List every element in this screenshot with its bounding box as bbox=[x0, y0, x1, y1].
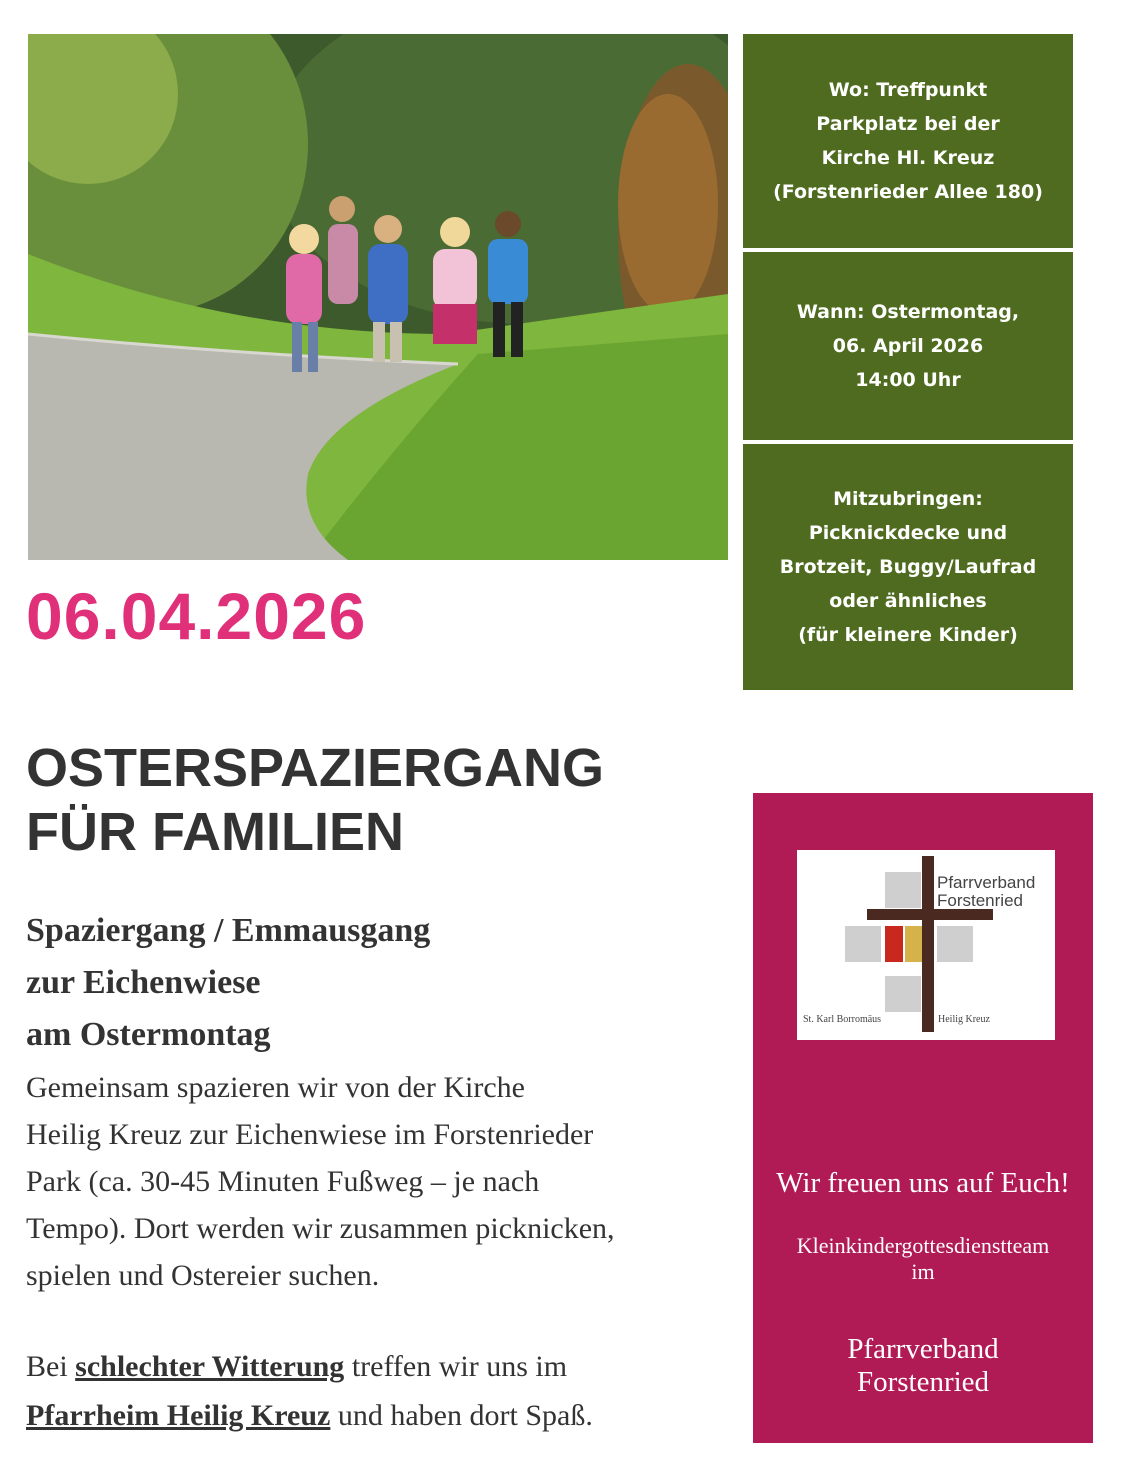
subtitle-line-3: am Ostermontag bbox=[26, 1016, 271, 1053]
location-line: Parkplatz bei der bbox=[816, 113, 1000, 135]
time-info-box bbox=[743, 252, 1073, 440]
location-line: Kirche Hl. Kreuz bbox=[821, 147, 995, 169]
logo-name-line-1: Pfarrverband bbox=[937, 873, 1036, 892]
bring-line: Brotzeit, Buggy/Laufrad bbox=[779, 556, 1037, 578]
time-line: 14:00 Uhr bbox=[855, 369, 961, 391]
parish-line-1: Pfarrverband bbox=[847, 1333, 999, 1365]
title-line-2: FÜR FAMILIEN bbox=[26, 802, 404, 862]
bring-line: Mitzubringen: bbox=[833, 488, 983, 510]
subtitle-line-2: zur Eichenwiese bbox=[26, 964, 261, 1001]
weather-prefix: Bei bbox=[26, 1350, 76, 1383]
logo-right-caption: Heilig Kreuz bbox=[938, 1014, 990, 1025]
weather-suffix: und haben dort Spaß. bbox=[330, 1399, 593, 1432]
parish-sidebar bbox=[753, 793, 1093, 1443]
children-walking-photo bbox=[28, 34, 728, 560]
logo-name-line-2: Forstenried bbox=[937, 891, 1023, 910]
weather-middle: treffen wir uns im bbox=[344, 1350, 568, 1383]
parish-name bbox=[753, 1333, 1093, 1399]
subtitle bbox=[26, 905, 430, 1061]
team-name bbox=[753, 1233, 1093, 1285]
team-line-1: Kleinkindergottesdienstteam bbox=[796, 1233, 1050, 1258]
bring-line: oder ähnliches bbox=[829, 590, 987, 612]
location-line: (Forstenrieder Allee 180) bbox=[773, 181, 1043, 203]
bring-line: (für kleinere Kinder) bbox=[798, 624, 1018, 646]
time-line: Wann: Ostermontag, bbox=[796, 301, 1020, 323]
event-date: 06.04.2026 bbox=[26, 579, 367, 653]
location-info-box bbox=[743, 34, 1073, 248]
weather-note bbox=[26, 1342, 746, 1440]
description-line: spielen und Ostereier suchen. bbox=[26, 1259, 380, 1292]
team-line-2: im bbox=[911, 1259, 935, 1284]
description-line: Gemeinsam spazieren wir von der Kirche bbox=[26, 1071, 525, 1104]
time-line: 06. April 2026 bbox=[832, 335, 984, 357]
bring-along-info-box bbox=[743, 444, 1073, 690]
parish-line-2: Forstenried bbox=[856, 1366, 990, 1398]
description-line: Park (ca. 30-45 Minuten Fußweg – je nach bbox=[26, 1165, 540, 1198]
subtitle-line-1: Spaziergang / Emmausgang bbox=[26, 912, 431, 949]
page-title bbox=[26, 736, 604, 864]
logo-left-caption: St. Karl Borromäus bbox=[803, 1014, 882, 1025]
weather-location: Pfarrheim Heilig Kreuz bbox=[26, 1399, 331, 1432]
description-line: Tempo). Dort werden wir zusammen picknicken, bbox=[26, 1212, 615, 1245]
location-line: Wo: Treffpunkt bbox=[828, 79, 988, 101]
description-line: Heilig Kreuz zur Eichenwiese im Forstenrieder bbox=[26, 1118, 594, 1151]
title-line-1: OSTERSPAZIERGANG bbox=[26, 738, 605, 798]
description-paragraph bbox=[26, 1064, 746, 1299]
weather-bad-weather: schlechter Witterung bbox=[75, 1350, 345, 1383]
greeting: Wir freuen uns auf Euch! bbox=[776, 1167, 1070, 1199]
parish-logo bbox=[797, 850, 1055, 1040]
bring-line: Picknickdecke und bbox=[808, 522, 1008, 544]
